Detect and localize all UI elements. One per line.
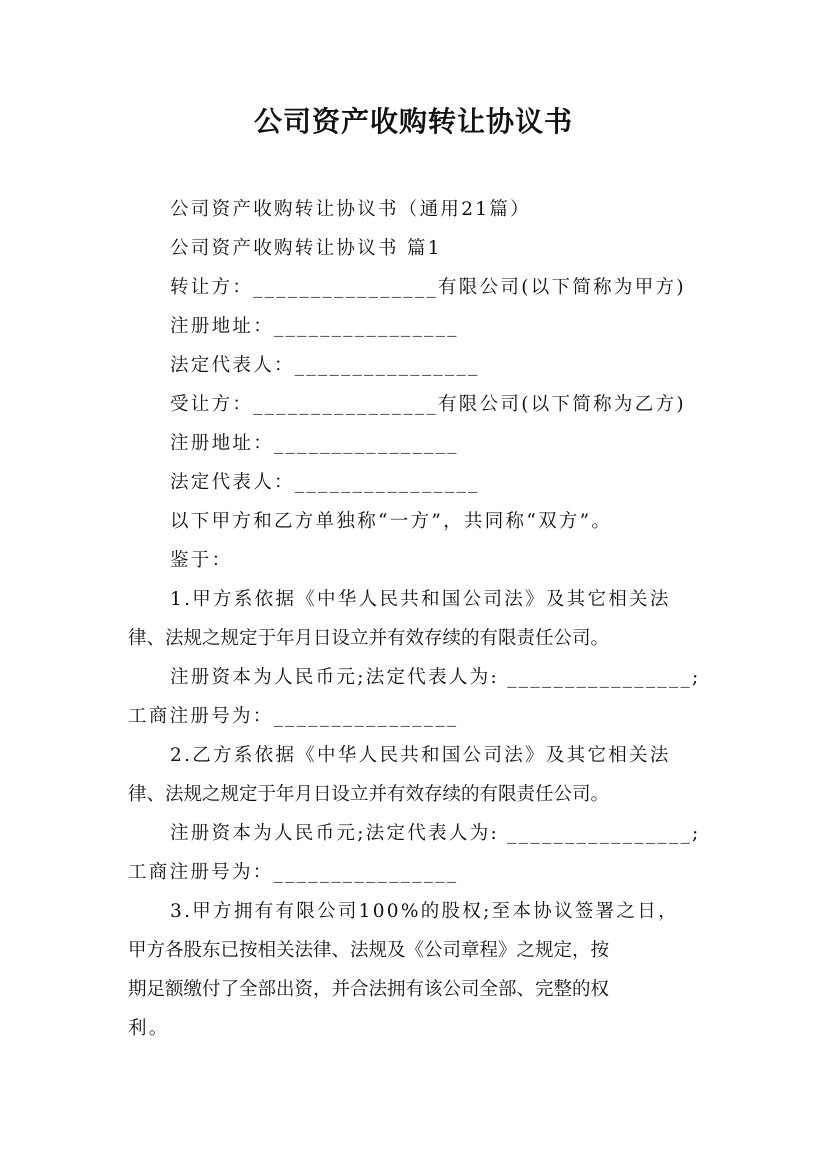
clause-2-line-1: 2.乙方系依据《中华人民共和国公司法》及其它相关法 xyxy=(170,745,671,766)
clause-2-registration-line: 工商注册号为：________________ xyxy=(128,862,459,883)
clause-3-line-4: 利。 xyxy=(128,1018,170,1039)
clause-3-line-2: 甲方各股东已按相关法律、法规及《公司章程》之规定，按 xyxy=(128,940,610,961)
clause-1-line-2: 律、法规之规定于年月日设立并有效存续的有限责任公司。 xyxy=(128,628,610,649)
transferor-representative-line: 法定代表人：________________ xyxy=(170,355,480,376)
parties-definition-line: 以下甲方和乙方单独称“一方”，共同称“双方”。 xyxy=(170,511,613,532)
transferor-address-line: 注册地址：________________ xyxy=(170,316,459,337)
document-title: 公司资产收购转让协议书 xyxy=(253,105,573,138)
clause-2-capital-line: 注册资本为人民币元;法定代表人为: ________________; xyxy=(170,823,701,844)
clause-1-registration-line: 工商注册号为：________________ xyxy=(128,706,459,727)
whereas-line: 鉴于： xyxy=(170,550,233,571)
section-heading: 公司资产收购转让协议书 篇1 xyxy=(170,238,442,259)
clause-2-line-2: 律、法规之规定于年月日设立并有效存续的有限责任公司。 xyxy=(128,784,610,805)
clause-1-capital-line: 注册资本为人民币元;法定代表人为: ________________; xyxy=(170,667,701,688)
transferor-line: 转让方：________________有限公司(以下简称为甲方) xyxy=(170,277,686,298)
transferee-representative-line: 法定代表人：________________ xyxy=(170,472,480,493)
transferee-line: 受让方：________________有限公司(以下简称为乙方) xyxy=(170,394,686,415)
clause-3-line-1: 3.甲方拥有有限公司100%的股权;至本协议签署之日， xyxy=(170,901,679,922)
clause-1-line-1: 1.甲方系依据《中华人民共和国公司法》及其它相关法 xyxy=(170,589,671,610)
clause-3-line-3: 期足额缴付了全部出资，并合法拥有该公司全部、完整的权 xyxy=(128,979,610,1000)
transferee-address-line: 注册地址：________________ xyxy=(170,433,459,454)
subtitle-line: 公司资产收购转让协议书（通用21篇） xyxy=(170,199,531,220)
